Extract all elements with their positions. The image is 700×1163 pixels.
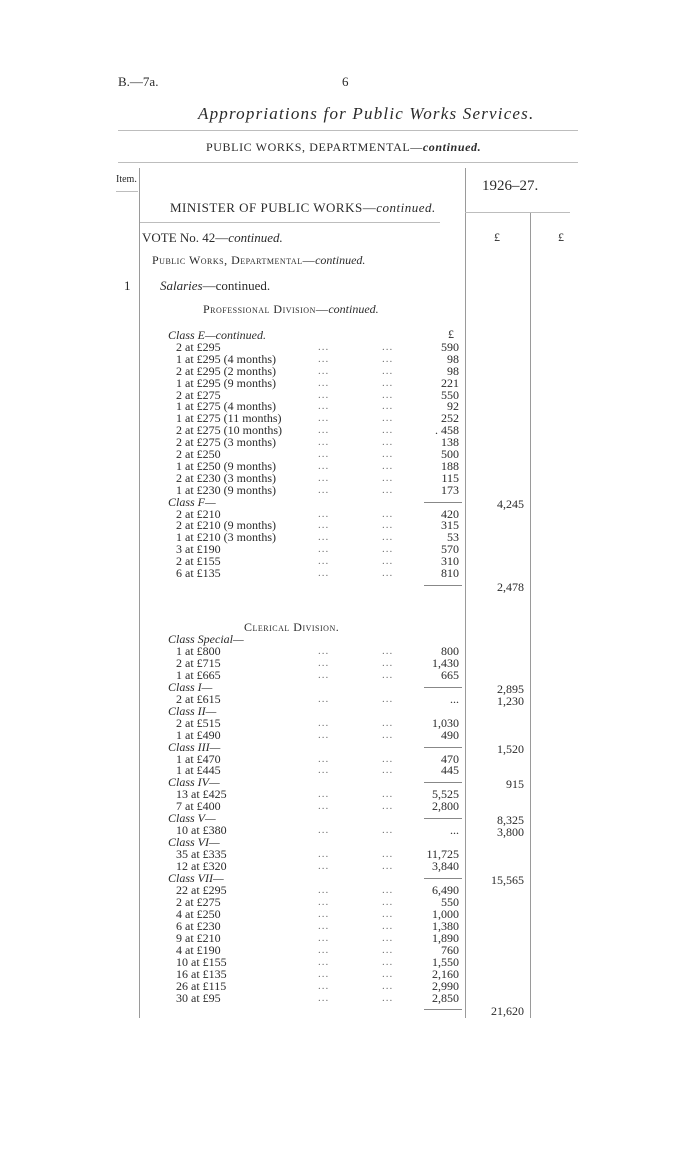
class-heading: Class II— <box>168 703 217 718</box>
row-amount: 2,160 <box>432 966 459 981</box>
row-amount: 760 <box>441 942 459 957</box>
leader-dots: ... <box>382 907 394 920</box>
row-label: 22 at £295 <box>176 882 227 897</box>
leader-dots: ... <box>318 352 330 365</box>
leader-dots: ... <box>382 788 394 801</box>
leader-dots: ... <box>318 860 330 873</box>
leader-dots: ... <box>382 555 394 568</box>
leader-dots: ... <box>382 895 394 908</box>
row-amount: 1,430 <box>432 655 459 670</box>
row-label: 6 at £230 <box>176 918 221 933</box>
row-label: 26 at £115 <box>176 978 227 993</box>
row-amount: . 458 <box>435 423 459 438</box>
salaries-heading-continued: —continued. <box>202 278 271 293</box>
row-amount: ... <box>450 823 459 838</box>
row-amount: 310 <box>441 554 459 569</box>
minister-rule <box>140 222 440 223</box>
row-amount: 665 <box>441 667 459 682</box>
leader-dots: ... <box>318 436 330 449</box>
subtotal-amount: 15,565 <box>491 873 524 887</box>
pound-sign-col2: £ <box>558 230 564 244</box>
row-amount: 173 <box>441 482 459 497</box>
subtotal-amount: 2,478 <box>497 579 524 594</box>
minister-heading-main: MINISTER OF PUBLIC WORKS— <box>170 200 377 215</box>
leader-dots: ... <box>382 967 394 980</box>
salaries-heading-main: Salaries <box>160 278 203 293</box>
leader-dots: ... <box>382 400 394 413</box>
sub-amount-divider <box>465 168 466 1018</box>
pwd-heading-main: Public Works, Departmental— <box>152 253 316 267</box>
leader-dots: ... <box>318 955 330 968</box>
leader-dots: ... <box>318 448 330 460</box>
class-heading: Class V— <box>168 811 216 826</box>
row-label: 2 at £250 <box>176 447 221 461</box>
item-number: 1 <box>124 278 131 293</box>
subtotal-amount: 1,520 <box>497 741 524 756</box>
leader-dots: ... <box>318 967 330 980</box>
vote-heading-main: VOTE No. 42— <box>142 230 229 245</box>
leader-dots: ... <box>382 644 394 657</box>
leader-dots: ... <box>318 388 330 401</box>
row-label: 2 at £210 (9 months) <box>176 518 276 533</box>
leader-dots: ... <box>318 883 330 896</box>
leader-dots: ... <box>382 728 394 741</box>
leader-dots: ... <box>382 424 394 437</box>
leader-dots: ... <box>382 752 394 765</box>
row-label: 2 at £210 <box>176 506 221 521</box>
row-label: 2 at £295 (2 months) <box>176 363 276 378</box>
section-subtitle <box>206 140 481 155</box>
leader-dots: ... <box>382 436 394 449</box>
row-label: 1 at £275 (11 months) <box>176 411 282 426</box>
row-amount: 590 <box>441 339 459 354</box>
leader-dots: ... <box>382 692 394 705</box>
subtotal-amount: 21,620 <box>491 1004 524 1019</box>
subtotal-amount: 2,895 <box>497 681 524 696</box>
leader-dots: ... <box>318 824 330 837</box>
class-heading: Class I— <box>168 679 213 694</box>
row-label: 1 at £470 <box>176 751 221 766</box>
row-label: 2 at £155 <box>176 554 221 569</box>
leader-dots: ... <box>382 507 394 520</box>
row-amount: 252 <box>441 411 459 426</box>
row-amount: ... <box>450 691 459 706</box>
leader-dots: ... <box>318 907 330 920</box>
leader-dots: ... <box>382 668 394 681</box>
leader-dots: ... <box>318 376 330 389</box>
row-amount: 1,550 <box>432 954 459 969</box>
row-label: 4 at £190 <box>176 942 221 957</box>
leader-dots: ... <box>318 764 330 777</box>
leader-dots: ... <box>318 412 330 425</box>
title-rule <box>118 130 578 131</box>
row-amount: 92 <box>447 399 459 414</box>
row-amount: 445 <box>441 763 459 778</box>
row-amount: 188 <box>441 458 459 473</box>
page-title: Appropriations for Public Works Services. <box>198 104 535 123</box>
row-amount: 3,840 <box>432 859 459 874</box>
leader-dots: ... <box>382 955 394 968</box>
leader-dots: ... <box>382 979 394 992</box>
row-amount: 550 <box>441 894 459 909</box>
leader-dots: ... <box>382 471 394 484</box>
leader-dots: ... <box>318 656 330 669</box>
leader-dots: ... <box>318 800 330 813</box>
leader-dots: ... <box>382 448 394 460</box>
leader-dots: ... <box>318 459 330 472</box>
row-label: 10 at £155 <box>176 954 227 969</box>
row-amount: 2,990 <box>432 978 459 993</box>
class-heading: Class VI— <box>168 835 220 850</box>
vote-heading <box>142 230 283 246</box>
professional-division-heading <box>203 302 379 317</box>
row-amount: 138 <box>441 435 459 450</box>
row-label: 4 at £250 <box>176 906 221 921</box>
page-reference: B.—7a. <box>118 74 159 89</box>
row-label: 2 at £275 <box>176 894 221 909</box>
row-label: 10 at £380 <box>176 823 227 838</box>
row-amount: 550 <box>441 387 459 402</box>
leader-dots: ... <box>318 519 330 532</box>
class-heading: Class III— <box>168 739 221 754</box>
row-amount: 470 <box>441 751 459 766</box>
professional-division-continued: continued. <box>328 302 379 316</box>
row-label: 2 at £230 (3 months) <box>176 470 276 485</box>
row-label: 2 at £615 <box>176 691 221 706</box>
row-label: 2 at £275 (3 months) <box>176 435 276 450</box>
row-label: 1 at £445 <box>176 763 221 778</box>
row-label: 1 at £665 <box>176 667 221 682</box>
row-label: 2 at £275 <box>176 387 221 402</box>
leader-dots: ... <box>382 656 394 669</box>
item-header-rule <box>116 191 138 192</box>
row-label: 30 at £95 <box>176 990 221 1005</box>
leader-dots: ... <box>318 788 330 801</box>
leader-dots: ... <box>318 567 330 579</box>
row-label: 2 at £515 <box>176 715 221 730</box>
row-amount: 800 <box>441 643 459 658</box>
subtitle-rule <box>118 162 578 163</box>
leader-dots: ... <box>382 883 394 896</box>
row-amount: 490 <box>441 727 459 742</box>
salaries-heading <box>160 278 270 294</box>
section-subtitle-continued: continued. <box>422 140 482 154</box>
subtotal-rule <box>424 502 462 503</box>
leader-dots: ... <box>318 991 330 1004</box>
leader-dots: ... <box>382 340 394 353</box>
row-label: 1 at £800 <box>176 643 221 658</box>
leader-dots: ... <box>318 471 330 484</box>
professional-division-main: Professional Division— <box>203 302 329 316</box>
row-amount: 420 <box>441 506 459 521</box>
subtotal-amount: 1,230 <box>497 693 524 708</box>
subtotal-rule <box>424 1009 462 1010</box>
leader-dots: ... <box>382 919 394 932</box>
class-heading: Class F— <box>168 494 216 509</box>
subtotal-amount: 8,325 <box>497 813 524 828</box>
leader-dots: ... <box>318 692 330 705</box>
row-amount: 315 <box>441 518 459 533</box>
leader-dots: ... <box>382 931 394 944</box>
leader-dots: ... <box>382 848 394 861</box>
leader-dots: ... <box>382 716 394 729</box>
row-amount: 2,800 <box>432 799 459 814</box>
row-amount: 1,380 <box>432 918 459 933</box>
leader-dots: ... <box>382 567 394 579</box>
row-label: 1 at £295 (4 months) <box>176 351 276 366</box>
leader-dots: ... <box>318 716 330 729</box>
leader-dots: ... <box>382 764 394 777</box>
section-subtitle-main: PUBLIC WORKS, DEPARTMENTAL— <box>206 140 423 154</box>
leader-dots: ... <box>382 412 394 425</box>
pound-sign-col1: £ <box>494 230 500 244</box>
leader-dots: ... <box>382 459 394 472</box>
row-label: 1 at £295 (9 months) <box>176 375 276 390</box>
class-heading: Class Special— <box>168 632 244 646</box>
leader-dots: ... <box>318 424 330 437</box>
row-amount: 53 <box>447 530 459 545</box>
row-amount: 5,525 <box>432 787 459 802</box>
minister-heading-continued: continued. <box>376 200 436 215</box>
row-label: 7 at £400 <box>176 799 221 814</box>
row-amount: 570 <box>441 542 459 557</box>
subtotal-amount: 3,800 <box>497 825 524 840</box>
row-label: 13 at £425 <box>176 787 227 802</box>
year-header: 1926–27. <box>482 178 539 194</box>
leader-dots: ... <box>318 543 330 556</box>
subtotal-amount: 4,245 <box>497 496 524 511</box>
subtotal-rule <box>424 747 462 748</box>
leader-dots: ... <box>382 483 394 496</box>
row-label: 1 at £210 (3 months) <box>176 530 276 545</box>
row-amount: 221 <box>441 375 459 390</box>
leader-dots: ... <box>318 555 330 568</box>
row-label: 2 at £295 <box>176 339 221 354</box>
leader-dots: ... <box>382 531 394 544</box>
leader-dots: ... <box>382 364 394 377</box>
leader-dots: ... <box>318 644 330 657</box>
item-column-header: Item. <box>116 174 137 185</box>
professional-pound-sign: £ <box>448 327 454 341</box>
subtotal-amount: 915 <box>506 777 524 792</box>
leader-dots: ... <box>382 376 394 389</box>
row-amount: 1,000 <box>432 906 459 921</box>
row-label: 1 at £230 (9 months) <box>176 482 276 497</box>
row-amount: 2,850 <box>432 990 459 1005</box>
row-label: 1 at £490 <box>176 727 221 742</box>
leader-dots: ... <box>382 860 394 873</box>
row-amount: 11,725 <box>426 847 459 862</box>
leader-dots: ... <box>318 728 330 741</box>
pwd-heading-continued: continued. <box>315 253 366 267</box>
leader-dots: ... <box>318 931 330 944</box>
subtotal-rule <box>424 585 462 586</box>
row-label: 35 at £335 <box>176 847 227 862</box>
row-label: 1 at £275 (4 months) <box>176 399 276 414</box>
leader-dots: ... <box>318 848 330 861</box>
leader-dots: ... <box>382 991 394 1004</box>
row-amount: 98 <box>447 363 459 378</box>
row-amount: 98 <box>447 351 459 366</box>
subtotal-rule <box>424 878 462 879</box>
class-heading: Class VII— <box>168 871 224 885</box>
row-label: 6 at £135 <box>176 566 221 580</box>
vote-heading-continued: continued. <box>228 230 283 245</box>
row-label: 9 at £210 <box>176 930 221 945</box>
pwd-heading <box>152 253 365 268</box>
leader-dots: ... <box>382 352 394 365</box>
row-label: 12 at £320 <box>176 859 227 874</box>
leader-dots: ... <box>318 400 330 413</box>
leader-dots: ... <box>318 895 330 908</box>
class-heading: Class E—continued. <box>168 328 266 342</box>
page-number: 6 <box>342 74 349 89</box>
leader-dots: ... <box>318 668 330 681</box>
leader-dots: ... <box>382 543 394 556</box>
row-label: 3 at £190 <box>176 542 221 557</box>
leader-dots: ... <box>318 943 330 956</box>
year-header-rule <box>465 212 570 213</box>
subtotal-rule <box>424 782 462 783</box>
row-label: 16 at £135 <box>176 966 227 981</box>
leader-dots: ... <box>382 800 394 813</box>
row-label: 1 at £250 (9 months) <box>176 458 276 473</box>
leader-dots: ... <box>318 531 330 544</box>
minister-heading <box>170 200 436 216</box>
row-amount: 1,030 <box>432 715 459 730</box>
leader-dots: ... <box>318 507 330 520</box>
leader-dots: ... <box>318 979 330 992</box>
leader-dots: ... <box>318 340 330 353</box>
leader-dots: ... <box>318 364 330 377</box>
row-amount: 115 <box>441 470 459 485</box>
leader-dots: ... <box>382 388 394 401</box>
row-amount: 500 <box>441 447 459 461</box>
clerical-division-heading: Clerical Division. <box>244 620 340 634</box>
subtotal-rule <box>424 818 462 819</box>
leader-dots: ... <box>382 519 394 532</box>
row-amount: 6,490 <box>432 882 459 897</box>
leader-dots: ... <box>318 919 330 932</box>
leader-dots: ... <box>318 483 330 496</box>
subtotal-rule <box>424 687 462 688</box>
leader-dots: ... <box>382 824 394 837</box>
row-label: 2 at £715 <box>176 655 221 670</box>
leader-dots: ... <box>382 943 394 956</box>
row-amount: 1,890 <box>432 930 459 945</box>
total-column-divider <box>530 212 531 1018</box>
class-heading: Class IV— <box>168 775 220 790</box>
row-label: 2 at £275 (10 months) <box>176 423 282 438</box>
leader-dots: ... <box>318 752 330 765</box>
row-amount: 810 <box>441 566 459 580</box>
item-column-divider <box>139 168 140 1018</box>
